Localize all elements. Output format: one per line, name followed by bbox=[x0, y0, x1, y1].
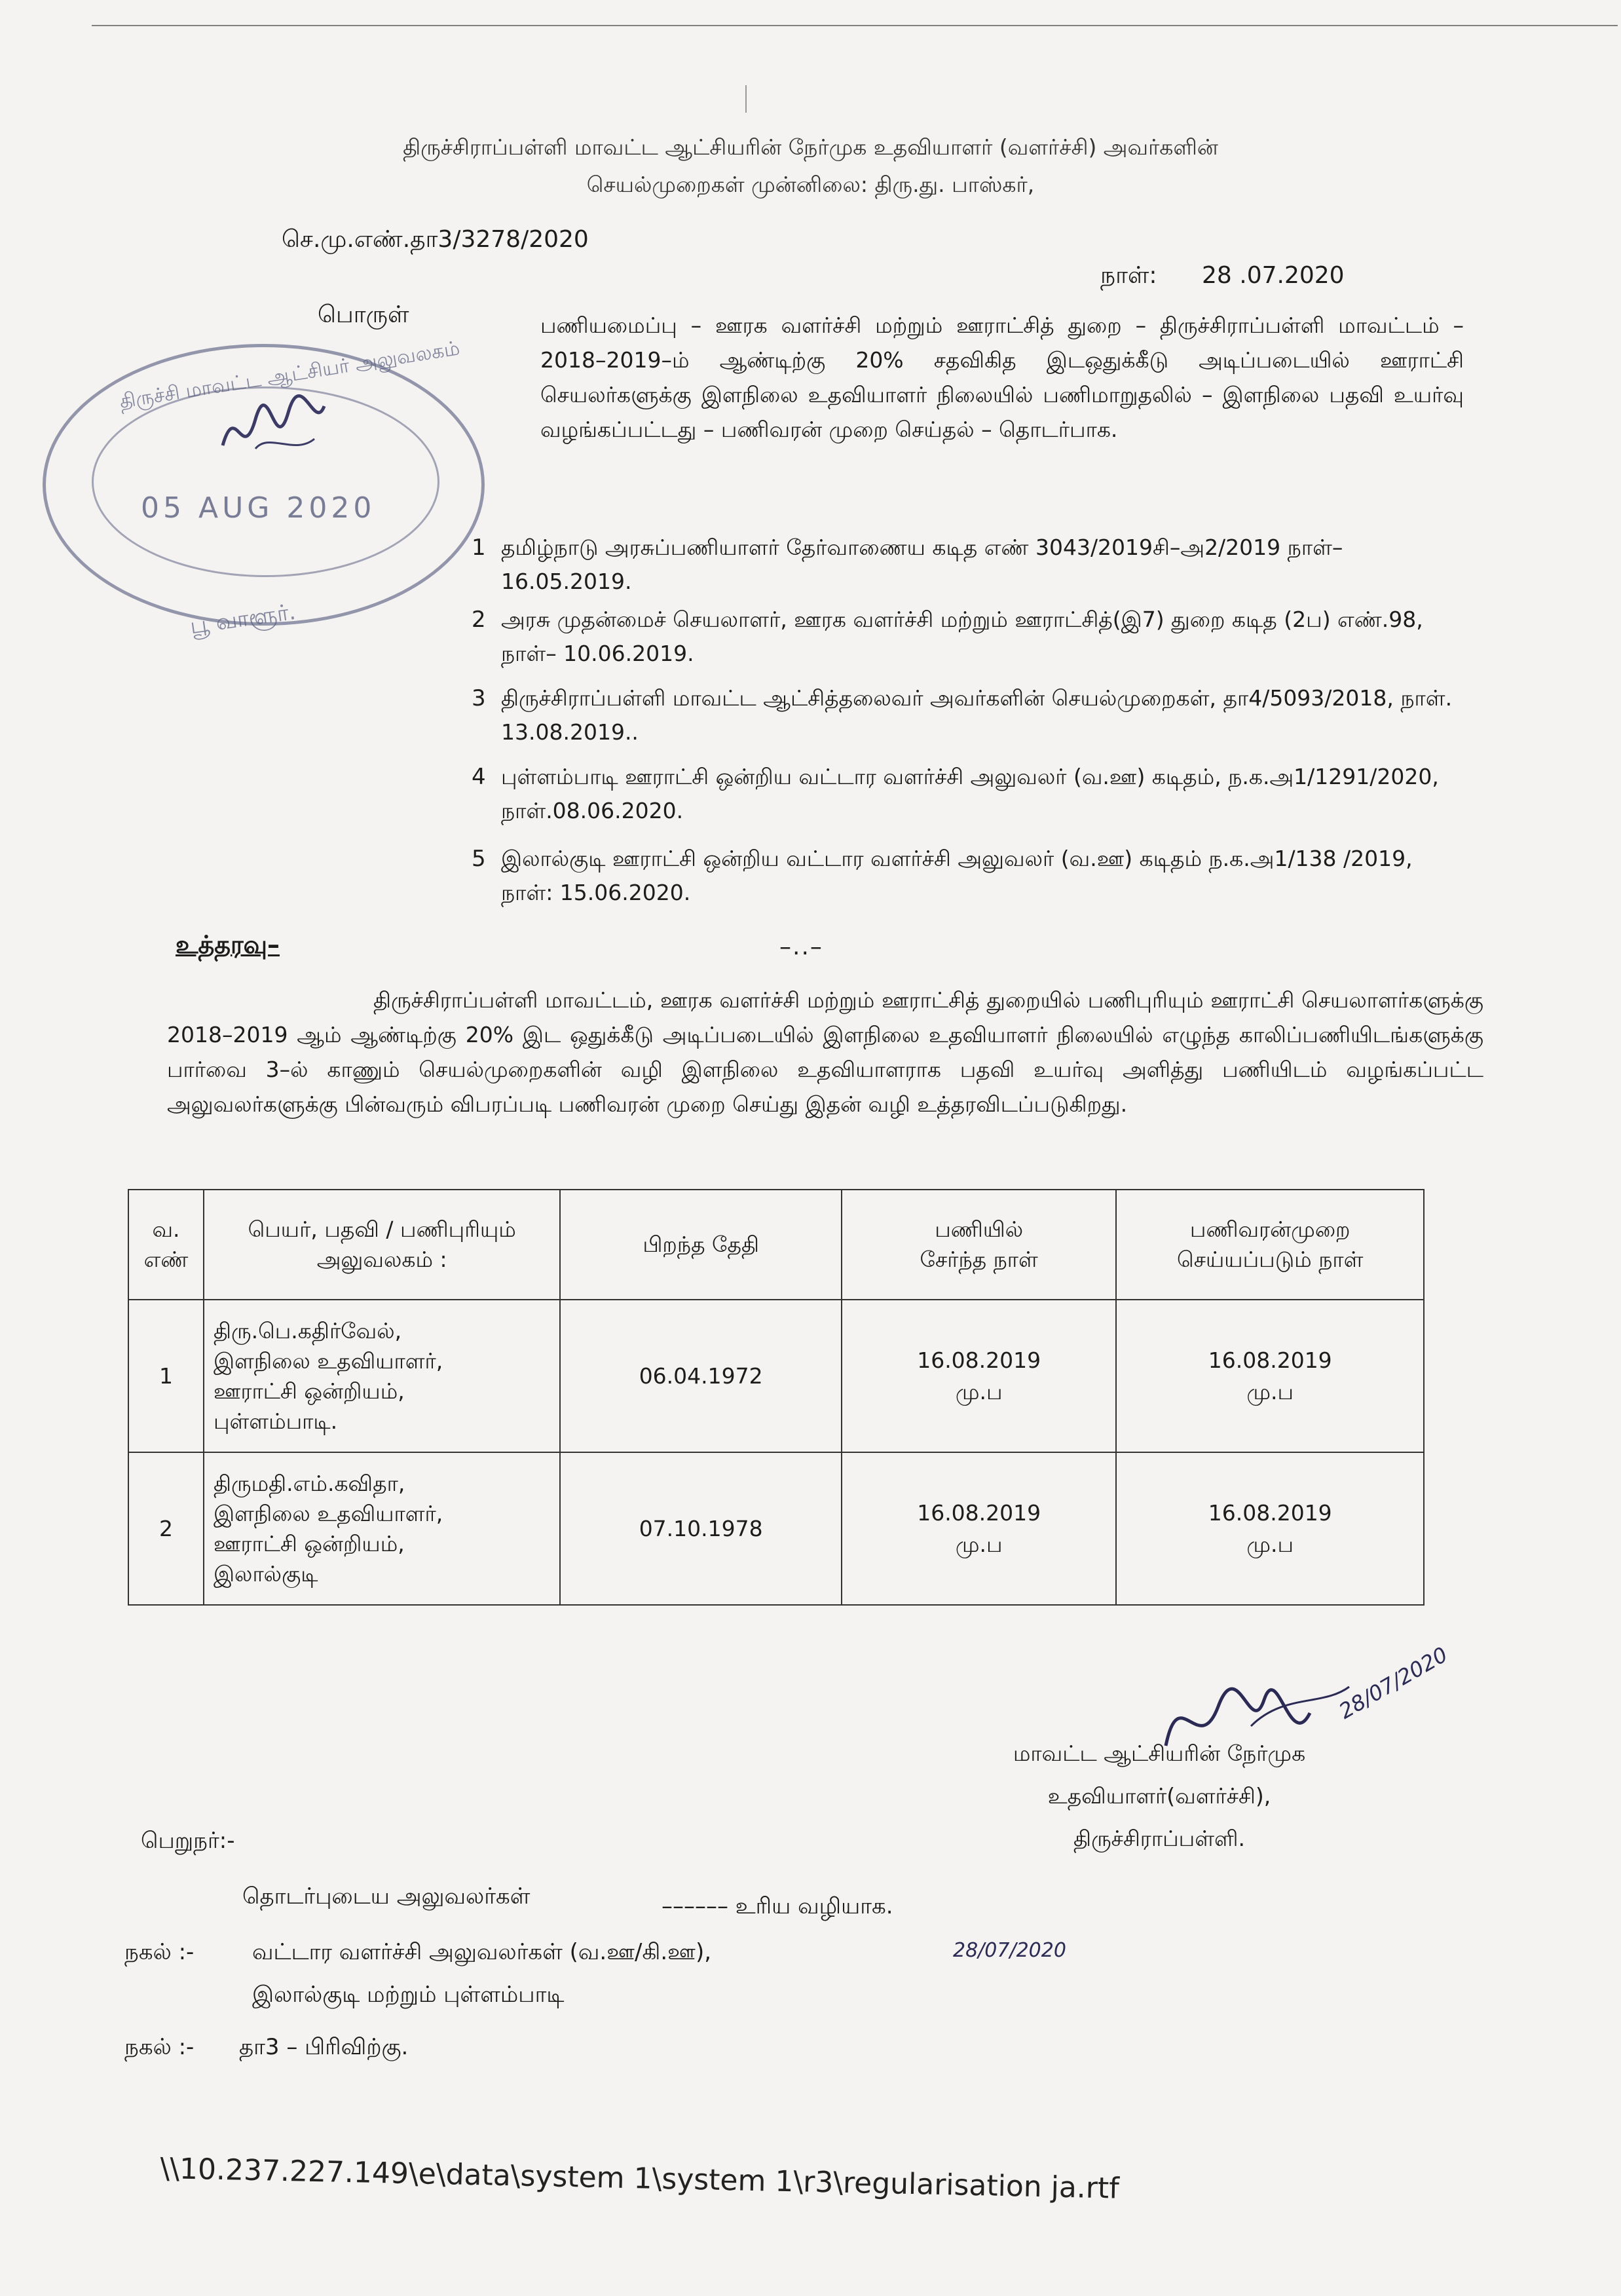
scan-top-edge bbox=[92, 25, 1618, 26]
copy-label-2: நகல் :- bbox=[124, 2034, 195, 2060]
table-row bbox=[128, 1452, 1424, 1605]
reference-number-2: 2 bbox=[472, 607, 486, 633]
copy-recipients-line-2: இலால்குடி மற்றும் புள்ளம்பாடி bbox=[252, 1982, 565, 2008]
signatory-line-3: திருச்சிராப்பள்ளி. bbox=[1073, 1826, 1245, 1851]
signatory-line-2: உதவியாளர்(வளர்ச்சி), bbox=[1047, 1783, 1271, 1809]
reference-text-2: அரசு முதன்மைச் செயலாளர், ஊரக வளர்ச்சி மற்றும் ஊராட்சித்(இ7) துறை கடித (2ப) எண்.98, நாள்– 10.06.2019. bbox=[501, 607, 1423, 666]
row-name: திருமதி.எம்.கவிதா, இளநிலை உதவியாளர், ஊராட்சி ஒன்றியம், இலால்குடி bbox=[204, 1452, 560, 1605]
reference-item-3 bbox=[472, 681, 1464, 749]
header-line-1: திருச்சிராப்பள்ளி மாவட்ட ஆட்சியரின் நேர்முக உதவியாளர் (வளர்ச்சி) அவர்களின் bbox=[403, 134, 1218, 160]
row-join-date: 16.08.2019 மு.ப bbox=[842, 1452, 1117, 1605]
row-name: திரு.பெ.கதிர்வேல், இளநிலை உதவியாளர், ஊராட்சி ஒன்றியம், புள்ளம்பாடி. bbox=[204, 1300, 560, 1452]
row-regularisation-date: 16.08.2019 மு.ப bbox=[1116, 1300, 1424, 1452]
reference-text-1: தமிழ்நாடு அரசுப்பணியாளர் தேர்வாணைய கடித எண் 3043/2019சி–அ2/2019 நாள்–16.05.2019. bbox=[501, 535, 1343, 594]
header-regularisation-date: பணிவரன்முறை செய்யப்படும் நாள் bbox=[1116, 1190, 1424, 1300]
stamp-place: பூ வாளூர். bbox=[188, 598, 297, 640]
header-line-2: செயல்முறைகள் முன்னிலை: திரு.து. பாஸ்கர், bbox=[586, 172, 1035, 197]
signatory-line-1: மாவட்ட ஆட்சியரின் நேர்முக bbox=[1013, 1741, 1306, 1766]
reference-number-3: 3 bbox=[472, 685, 486, 711]
subject-text: பணியமைப்பு – ஊரக வளர்ச்சி மற்றும் ஊராட்சித் துறை – திருச்சிராப்பள்ளி மாவட்டம் – 2018–2019–ம் ஆண்டிற்கு 20% சதவிகித இடஒதுக்கீடு அடிப்படையில் ஊராட்சி செயலர்களுக்கு இளநிலை உதவியாளர் நிலையில் பணிமாறுதலில் – இளநிலை பதவி உயர்வு வழங்கப்பட்டது – பணிவரன் முறை செய்தல் – தொடர்பாக. bbox=[540, 312, 1464, 442]
table-row bbox=[128, 1300, 1424, 1452]
recipients-label: பெறுநர்:- bbox=[141, 1828, 235, 1854]
stamp-date: 05 AUG 2020 bbox=[141, 491, 376, 525]
reference-item-4 bbox=[472, 760, 1464, 828]
section-divider: –..– bbox=[779, 933, 823, 960]
header-dob: பிறந்த தேதி bbox=[560, 1190, 842, 1300]
reference-item-1 bbox=[472, 531, 1464, 599]
reference-number: செ.மு.எண்.தா3/3278/2020 bbox=[282, 226, 589, 253]
copy-label-1: நகல் :- bbox=[124, 1939, 195, 1965]
initials-date: 28/07/2020 bbox=[953, 1939, 1066, 1962]
file-path: \\10.237.227.149\e\data\system 1\system 1\r3\regularisation ja.rtf bbox=[159, 2152, 1120, 2206]
reference-number-1: 1 bbox=[472, 535, 486, 561]
scan-mark bbox=[745, 85, 747, 113]
row-join-date: 16.08.2019 மு.ப bbox=[842, 1300, 1117, 1452]
signature-date: 28/07/2020 bbox=[1334, 1642, 1452, 1724]
header-name: பெயர், பதவி / பணிபுரியும் அலுவலகம் : bbox=[204, 1190, 560, 1300]
row-dob: 06.04.1972 bbox=[560, 1300, 842, 1452]
subject-label: பொருள் bbox=[318, 301, 409, 328]
date-value: 28 .07.2020 bbox=[1202, 262, 1345, 289]
row-dob: 07.10.1978 bbox=[560, 1452, 842, 1605]
reference-item-5 bbox=[472, 842, 1464, 910]
staff-table bbox=[128, 1189, 1425, 1606]
order-text: திருச்சிராப்பள்ளி மாவட்டம், ஊரக வளர்ச்சி மற்றும் ஊராட்சித் துறையில் பணிபுரியும் ஊராட்சி செயலாளர்களுக்கு 2018–2019 ஆம் ஆண்டிற்கு 20% இட ஒதுக்கீடு அடிப்படையில் இளநிலை உதவியாளர் நிலையில் எழுந்த காலிப்பணியிடங்களுக்கு பார்வை 3–ல் காணும் செயல்முறைகளின் வழி இளநிலை உதவியாளராக பதவி உயர்வு அளித்து பணியிடம் வழங்கப்பட்ட அலுவலர்களுக்கு பின்வரும் விபரப்படி பணிவரன் முறை செய்து இதன் வழி உத்தரவிடப்படுகிறது. bbox=[167, 987, 1483, 1117]
reference-text-4: புள்ளம்பாடி ஊராட்சி ஒன்றிய வட்டார வளர்ச்சி அலுவலர் (வ.ஊ) கடிதம், ந.க.அ1/1291/2020, நாள்.08.06.2020. bbox=[501, 764, 1439, 823]
stamp-office-text: திருச்சி மாவட்ட ஆட்சியர் அலுவலகம் bbox=[118, 337, 462, 413]
copy-section: தா3 – பிரிவிற்கு. bbox=[239, 2034, 409, 2060]
reference-number-5: 5 bbox=[472, 846, 486, 872]
reference-item-2 bbox=[472, 603, 1464, 671]
date-label: நாள்: bbox=[1100, 262, 1157, 289]
row-serial: 2 bbox=[128, 1452, 204, 1605]
row-serial: 1 bbox=[128, 1300, 204, 1452]
stamp-initials-icon bbox=[216, 393, 327, 472]
header-serial: வ. எண் bbox=[128, 1190, 204, 1300]
row-regularisation-date: 16.08.2019 மு.ப bbox=[1116, 1452, 1424, 1605]
copy-recipients-line-1: வட்டார வளர்ச்சி அலுவலர்கள் (வ.ஊ/கி.ஊ), bbox=[252, 1939, 712, 1965]
order-heading: உத்தரவு– bbox=[176, 930, 280, 959]
reference-number-4: 4 bbox=[472, 764, 486, 790]
reference-text-5: இலால்குடி ஊராட்சி ஒன்றிய வட்டார வளர்ச்சி அலுவலர் (வ.ஊ) கடிதம் ந.க.அ1/138 /2019, நாள்: 15.06.2020. bbox=[501, 846, 1413, 905]
header-join-date: பணியில் சேர்ந்த நாள் bbox=[842, 1190, 1117, 1300]
recipients-text: தொடர்புடைய அலுவலர்கள் bbox=[242, 1883, 531, 1910]
table-header-row bbox=[128, 1190, 1424, 1300]
reference-text-3: திருச்சிராப்பள்ளி மாவட்ட ஆட்சித்தலைவர் அவர்களின் செயல்முறைகள், தா4/5093/2018, நாள். 13.08.2019.. bbox=[501, 685, 1453, 745]
recipients-via: –––––– உரிய வழியாக. bbox=[661, 1893, 893, 1919]
